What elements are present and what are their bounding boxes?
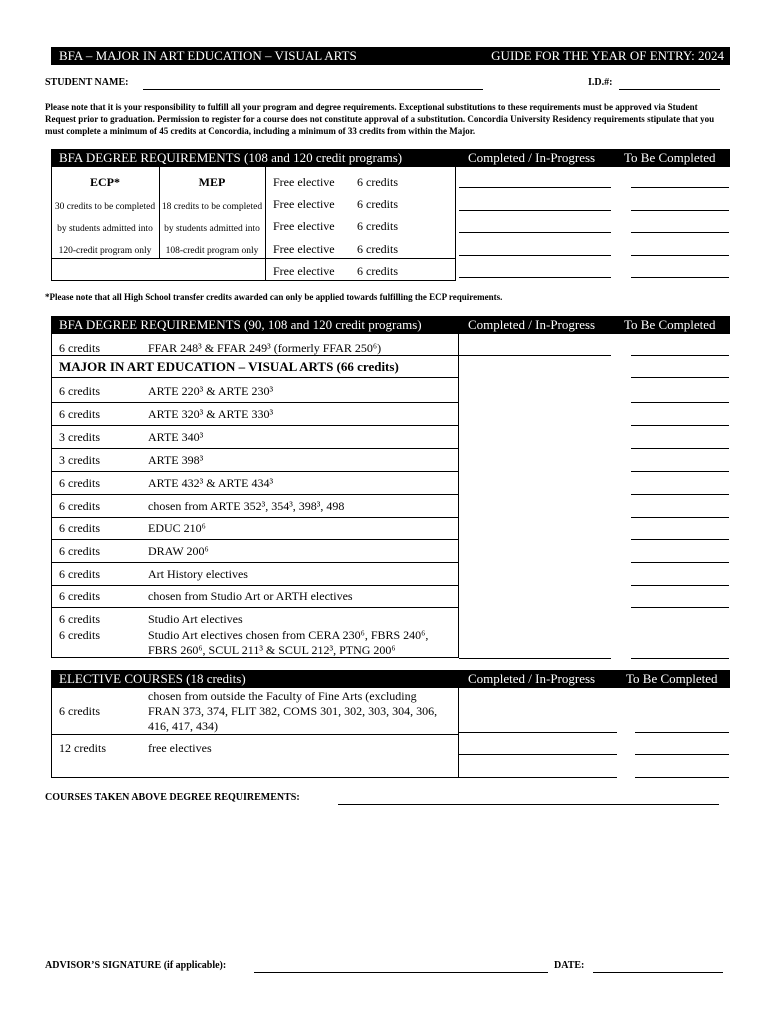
tobe-line[interactable] (631, 355, 729, 356)
major-title: MAJOR IN ART EDUCATION – VISUAL ARTS (66 credits) (59, 359, 399, 374)
course-credits: 6 credits (59, 544, 100, 558)
tobe-line[interactable] (631, 210, 729, 211)
section2-title: BFA DEGREE REQUIREMENTS (90, 108 and 120 credit programs) (59, 317, 422, 332)
student-name-label: STUDENT NAME: (45, 77, 129, 88)
student-id-label: I.D.#: (588, 77, 613, 88)
tobe-line[interactable] (631, 377, 729, 378)
course-credits: 3 credits (59, 430, 100, 444)
course-name: ARTE 432³ & ARTE 434³ (148, 476, 274, 490)
section2-table (51, 334, 459, 658)
completed-line[interactable] (459, 210, 611, 211)
tobe-line[interactable] (631, 402, 729, 403)
course-name: ARTE 320³ & ARTE 330³ (148, 407, 274, 421)
row-divider (51, 517, 459, 518)
elective-row1-course: 416, 417, 434) (148, 719, 218, 733)
completed-line[interactable] (459, 355, 611, 356)
ecp-line: 30 credits to be completed (54, 202, 156, 212)
date-field[interactable] (593, 972, 723, 973)
studio-course: Studio Art electives chosen from CERA 230⁶, FBRS 240⁶, (148, 628, 429, 642)
tobe-line[interactable] (631, 562, 729, 563)
ecp-line: 120-credit program only (58, 246, 152, 256)
mep-line: 108-credit program only (165, 246, 259, 256)
section1-col-tobe: To Be Completed (624, 150, 716, 165)
section2-col-completed: Completed / In-Progress (468, 317, 596, 332)
tobe-line[interactable] (635, 777, 729, 778)
row-divider (51, 562, 459, 563)
advisor-signature-label: ADVISOR’S SIGNATURE (if applicable): (45, 960, 227, 971)
tobe-line[interactable] (631, 658, 729, 659)
row-divider (51, 425, 459, 426)
completed-line[interactable] (459, 754, 617, 755)
tobe-line[interactable] (631, 585, 729, 586)
course-credits: 6 credits (59, 407, 100, 421)
tobe-line[interactable] (631, 607, 729, 608)
course-credits: 6 credits (59, 567, 100, 581)
mep-line: by students admitted into (164, 224, 260, 234)
course-name: EDUC 210⁶ (148, 521, 206, 535)
tobe-line[interactable] (631, 448, 729, 449)
section1-col-completed: Completed / In-Progress (468, 150, 596, 165)
ecp-note: *Please note that all High School transfer credits awarded can only be applied towards fulfilling the ECP requirements. (45, 292, 503, 302)
mep-line: 18 credits to be completed (161, 202, 263, 212)
tobe-line[interactable] (631, 494, 729, 495)
elective-row1-course: FRAN 373, 374, FLIT 382, COMS 301, 302, 303, 304, 306, (148, 704, 438, 718)
date-label: DATE: (554, 960, 585, 971)
free-elective-credits: 6 credits (357, 197, 398, 211)
advisor-signature-field[interactable] (254, 972, 548, 973)
tobe-line[interactable] (631, 425, 729, 426)
free-elective-credits: 6 credits (357, 264, 398, 278)
row-divider (51, 607, 459, 608)
course-name: chosen from ARTE 352³, 354³, 398³, 498 (148, 499, 345, 513)
ffar-course: FFAR 248³ & FFAR 249³ (formerly FFAR 250⁶) (148, 341, 382, 355)
free-elective-credits: 6 credits (357, 242, 398, 256)
section2-col-tobe: To Be Completed (624, 317, 716, 332)
course-name: ARTE 220³ & ARTE 230³ (148, 384, 274, 398)
studio-course: FBRS 260⁶, SCUL 211³ & SCUL 212³, PTNG 200⁶ (148, 643, 396, 657)
free-elective-credits: 6 credits (357, 219, 398, 233)
student-id-field[interactable] (619, 89, 720, 90)
section2-header (51, 316, 730, 334)
elective-row2-course: free electives (148, 741, 212, 755)
row-divider (51, 539, 459, 540)
course-credits: 6 credits (59, 384, 100, 398)
course-name: DRAW 200⁶ (148, 544, 209, 558)
free-elective-label: Free elective (273, 175, 335, 189)
course-credits: 6 credits (59, 521, 100, 535)
free-elective-label: Free elective (273, 219, 335, 233)
course-name: ARTE 340³ (148, 430, 204, 444)
elective-row1-course: chosen from outside the Faculty of Fine Arts (excluding (148, 689, 417, 703)
tobe-line[interactable] (631, 517, 729, 518)
section3-title: ELECTIVE COURSES (18 credits) (59, 671, 246, 686)
row-divider (51, 448, 459, 449)
free-elective-label: Free elective (273, 197, 335, 211)
tobe-line[interactable] (631, 539, 729, 540)
completed-line[interactable] (459, 277, 611, 278)
tobe-line[interactable] (635, 732, 729, 733)
completed-line[interactable] (459, 255, 611, 256)
tobe-line[interactable] (631, 471, 729, 472)
tobe-line[interactable] (631, 232, 729, 233)
elective-row1-credits: 6 credits (59, 704, 100, 718)
studio-credits: 6 credits (59, 612, 100, 626)
ffar-credits: 6 credits (59, 341, 100, 355)
courses-above-field[interactable] (338, 804, 719, 805)
completed-line[interactable] (459, 732, 617, 733)
course-name: Art History electives (148, 567, 248, 581)
section1-title: BFA DEGREE REQUIREMENTS (108 and 120 credit programs) (59, 150, 403, 165)
ecp-line: by students admitted into (57, 224, 153, 234)
row-divider (51, 494, 459, 495)
header-year: GUIDE FOR THE YEAR OF ENTRY: 2024 (491, 48, 724, 63)
tobe-line[interactable] (631, 255, 729, 256)
row-divider (51, 471, 459, 472)
section3-header (51, 670, 730, 688)
course-credits: 6 credits (59, 499, 100, 513)
mep-heading: MEP (198, 175, 226, 189)
section3-col-completed: Completed / In-Progress (468, 671, 596, 686)
tobe-line[interactable] (631, 277, 729, 278)
free-elective-credits: 6 credits (357, 175, 398, 189)
responsibility-notice: Please note that it is your responsibility to fulfill all your program and degree requirements. Exceptional substitutions to these requirements must be approved via Student Request prior to graduation. Permission to register for a course does not constitute approval of a substitution. Concordia University Residency requirements stipulate that you must complete a minimum of 45 credits at Concordia, including a minimum of 33 credits from within the Major. (45, 102, 715, 136)
completed-line[interactable] (459, 232, 611, 233)
completed-line[interactable] (459, 658, 611, 659)
tobe-line[interactable] (635, 754, 729, 755)
elective-row2-credits: 12 credits (59, 741, 106, 755)
studio-course: Studio Art electives (148, 612, 243, 626)
header-bar (51, 47, 730, 65)
courses-above-label: COURSES TAKEN ABOVE DEGREE REQUIREMENTS: (45, 792, 300, 803)
completed-line[interactable] (459, 187, 611, 188)
header-title: BFA – MAJOR IN ART EDUCATION – VISUAL ARTS (59, 48, 357, 63)
ecp-heading: ECP* (90, 175, 120, 189)
row-divider (51, 585, 459, 586)
section3-col-tobe: To Be Completed (626, 671, 718, 686)
course-credits: 3 credits (59, 453, 100, 467)
free-elective-label: Free elective (273, 264, 335, 278)
course-credits: 6 credits (59, 476, 100, 490)
section1-header (51, 149, 730, 167)
course-name: ARTE 398³ (148, 453, 204, 467)
completed-line[interactable] (459, 777, 617, 778)
studio-credits: 6 credits (59, 628, 100, 642)
student-name-field[interactable] (143, 89, 483, 90)
course-name: chosen from Studio Art or ARTH electives (148, 589, 353, 603)
course-credits: 6 credits (59, 589, 100, 603)
row-divider (51, 402, 459, 403)
free-elective-label: Free elective (273, 242, 335, 256)
tobe-line[interactable] (631, 187, 729, 188)
